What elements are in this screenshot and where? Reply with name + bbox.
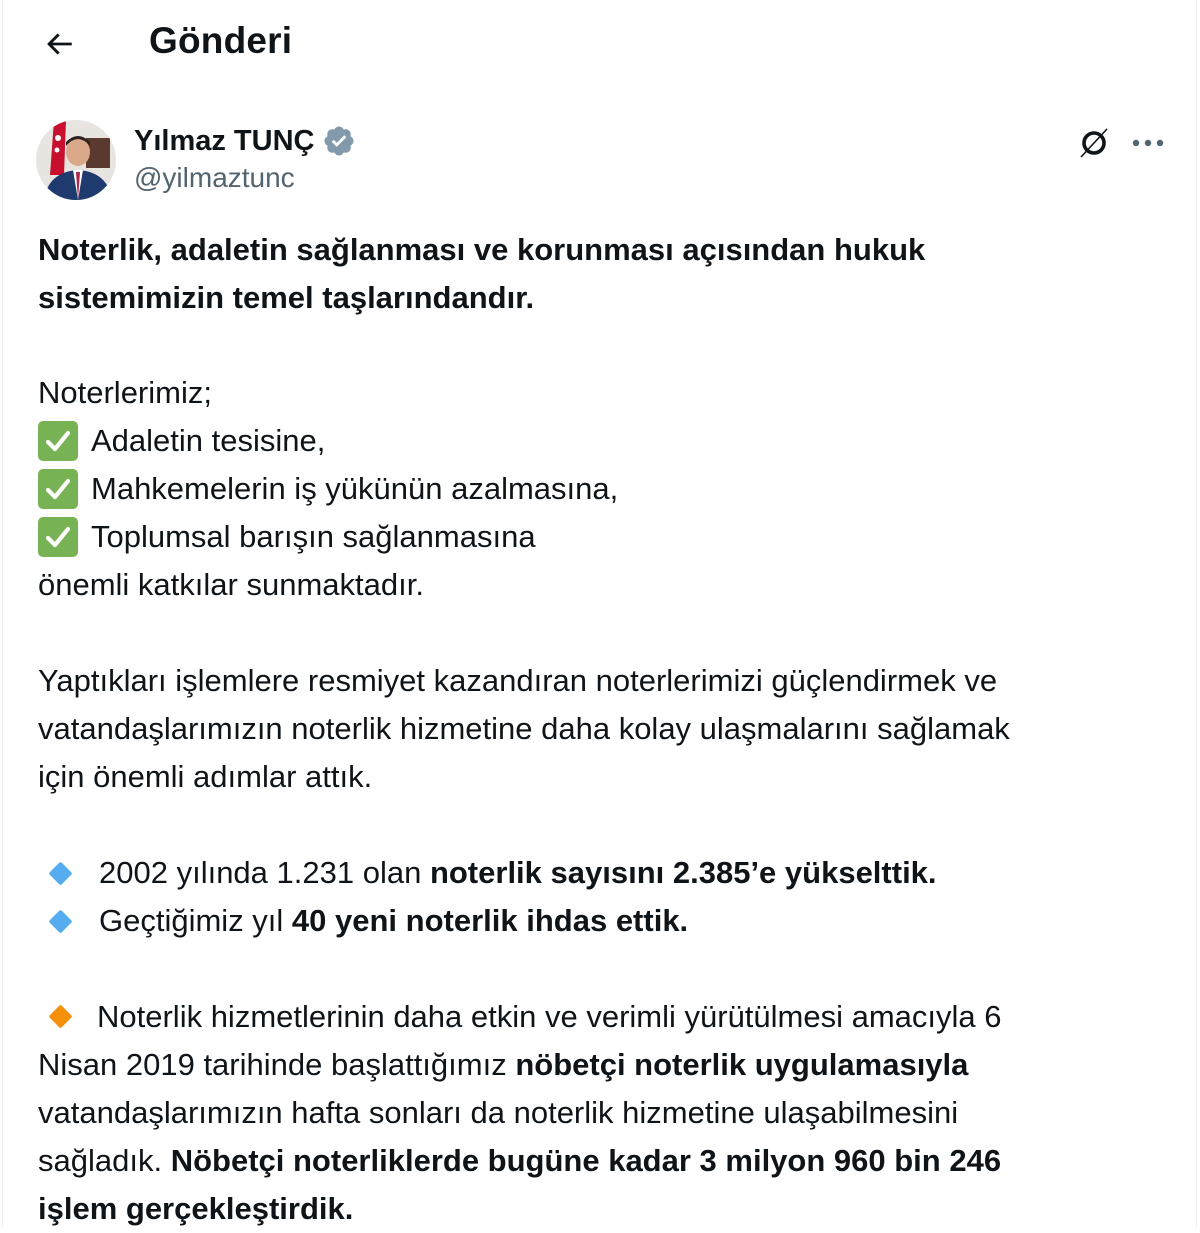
check-mark-icon bbox=[38, 421, 78, 461]
paragraph-line: vatandaşlarımızın noterlik hizmetine daha kolay ulaşmalarını sağlamak bbox=[38, 711, 1010, 746]
back-button[interactable] bbox=[37, 22, 81, 66]
page-header bbox=[3, 0, 1196, 88]
grok-button[interactable] bbox=[1073, 122, 1115, 164]
display-name[interactable]: Yılmaz TUNÇ bbox=[134, 124, 315, 157]
orange-paragraph bbox=[38, 993, 1168, 1233]
paragraph-line bbox=[38, 1137, 1168, 1185]
bullet-plain-text: 2002 yılında 1.231 olan bbox=[99, 855, 430, 890]
bullet-item bbox=[38, 849, 1168, 897]
page-title: Gönderi bbox=[149, 20, 293, 61]
paragraph-line bbox=[38, 1041, 1168, 1089]
paragraph-bold-text: nöbetçi noterlik uygulamasıyla bbox=[515, 1047, 969, 1082]
blank-line bbox=[38, 945, 1168, 993]
paragraph-line: vatandaşlarımızın hafta sonları da noterlik hizmetine ulaşabilmesini bbox=[38, 1095, 959, 1130]
lead-line: Noterlik, adaletin sağlanması ve korunması açısından hukuk bbox=[38, 232, 926, 267]
bullet-bold-text: 40 yeni noterlik ihdas ettik. bbox=[291, 903, 689, 938]
blank-line bbox=[38, 801, 1168, 849]
bullet-plain-text: Geçtiğimiz yıl bbox=[99, 903, 292, 938]
checklist-text: Mahkemelerin iş yükünün azalmasına, bbox=[91, 471, 619, 506]
blank-line bbox=[38, 322, 1168, 370]
user-handle[interactable]: @yilmaztunc bbox=[134, 162, 295, 193]
arrow-left-icon bbox=[42, 27, 76, 61]
paragraph-bold-text: işlem gerçekleştirdik. bbox=[38, 1191, 354, 1226]
blue-diamond-icon bbox=[48, 909, 72, 933]
intro-line: Noterlerimiz; bbox=[38, 375, 212, 410]
orange-diamond-icon bbox=[48, 1004, 72, 1028]
paragraph-line: Yaptıkları işlemlere resmiyet kazandıran noterlerimizi güçlendirmek ve bbox=[38, 663, 998, 698]
grok-icon bbox=[1076, 125, 1112, 161]
checklist-text: Toplumsal barışın sağlanmasına bbox=[91, 519, 536, 554]
paragraph-text: sağladık. bbox=[38, 1143, 171, 1178]
avatar[interactable] bbox=[36, 120, 116, 200]
verified-badge-icon[interactable] bbox=[322, 124, 356, 158]
checklist-item bbox=[38, 513, 1168, 561]
more-horizontal-icon bbox=[1131, 138, 1165, 148]
more-options-button[interactable] bbox=[1127, 122, 1169, 164]
checklist-text: Adaletin tesisine, bbox=[91, 423, 326, 458]
bullet-bold-text: noterlik sayısını 2.385’e yükselttik. bbox=[429, 855, 937, 890]
check-mark-icon bbox=[38, 517, 78, 557]
paragraph-text: Noterlik hizmetlerinin daha etkin ve verimli yürütülmesi amacıyla 6 bbox=[97, 999, 1002, 1034]
avatar-image bbox=[36, 120, 116, 200]
paragraph-line: için önemli adımlar attık. bbox=[38, 759, 373, 794]
author-info bbox=[134, 122, 356, 194]
blue-diamond-icon bbox=[48, 861, 72, 885]
post-detail-panel bbox=[2, 0, 1197, 1228]
checklist-closing: önemli katkılar sunmaktadır. bbox=[38, 567, 424, 602]
paragraph-bold-text: Nöbetçi noterliklerde bugüne kadar 3 milyon 960 bin 246 bbox=[170, 1143, 1002, 1178]
paragraph-text: Nisan 2019 tarihinde başlattığımız bbox=[38, 1047, 516, 1082]
bullet-text bbox=[99, 849, 937, 897]
lead-line: sistemimizin temel taşlarındandır. bbox=[38, 280, 535, 315]
checklist-item bbox=[38, 465, 1168, 513]
paragraph-line bbox=[38, 993, 1168, 1041]
name-row bbox=[134, 122, 356, 160]
check-mark-icon bbox=[38, 469, 78, 509]
post-text bbox=[38, 226, 1168, 1233]
blank-line bbox=[38, 609, 1168, 657]
checklist-item bbox=[38, 417, 1168, 465]
post-author bbox=[36, 120, 356, 202]
bullet-text bbox=[99, 897, 688, 945]
bullet-item bbox=[38, 897, 1168, 945]
paragraph-line bbox=[38, 1185, 1168, 1233]
